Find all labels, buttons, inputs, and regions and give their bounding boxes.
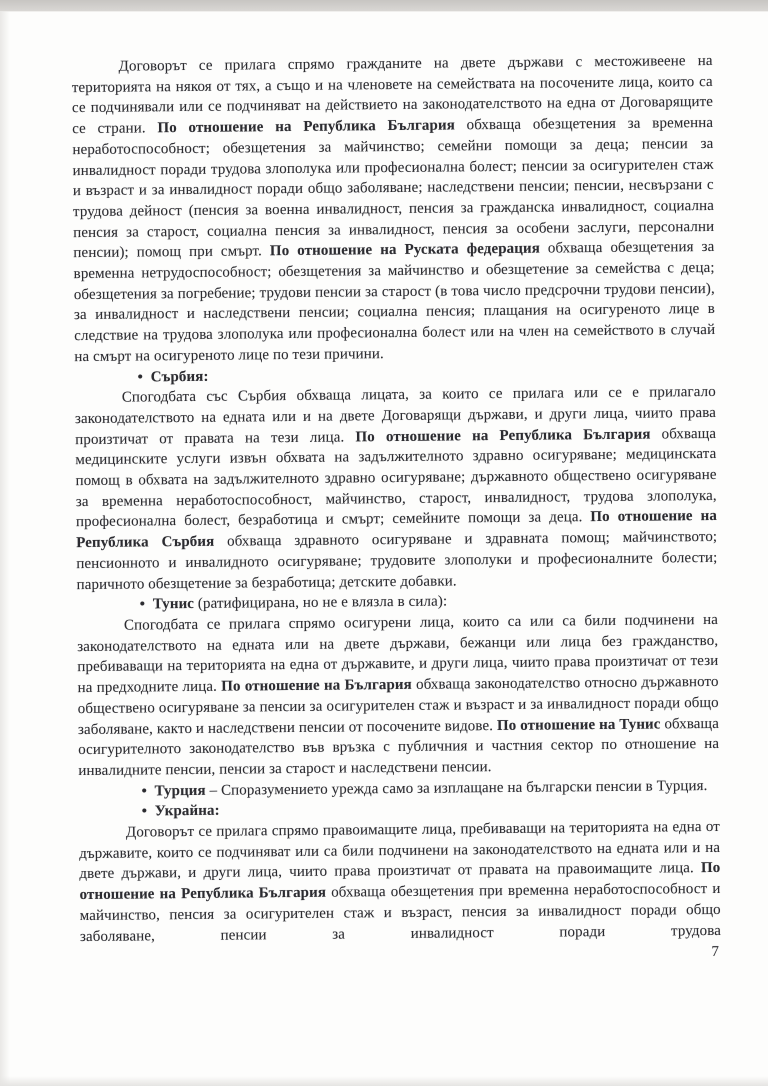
text-run: обхваща обезщетения за временна нетрудоспособност; обезщетения за майчинство и обезщетение за семейства с деца; обезщетения за погребение; трудови пенсии за старост (в това число предсрочни трудови пенсии), за инвалидност и наследствени пенсии; социална пенсия; плащания на осигуреното лице в следствие на трудова злополука или професионална болест или на член на семейството в случай на смърт на осигуреното лице по тези причини. [73, 239, 716, 365]
bold-run: Тунис [152, 596, 195, 613]
bold-run: По отношение на Руската федерация [269, 240, 540, 260]
text-run: – Споразумението урежда само за изплащане на български пенсии в Турция. [205, 777, 708, 799]
paragraph [75, 382, 718, 595]
paragraph [72, 51, 716, 368]
bold-run: По отношение на Република Сърбия [76, 508, 718, 552]
text-run: обхваща медицинските услуги извън обхвата на задължителното здравно осигуряване; медицинската помощ в обхвата на задължителното здравно осигуряване; държавното обществено осигуряване за временна неработоспособност, майчинство, старост, инвалидност, трудова злополука, професионална болест, безработица и смърт; семейните помощи за деца. [75, 425, 717, 531]
text-run: (ратифицирана, но не е влязла в сила): [193, 593, 448, 613]
scan-edge-bottom [0, 1076, 768, 1086]
bold-run: По отношение на Тунис [496, 715, 661, 734]
bold-run: По отношение на Република България [157, 117, 455, 137]
page-number: 7 [711, 944, 720, 961]
bold-run: Сърбия: [150, 368, 209, 385]
text-run: обхваща законодателство относно държавното обществено осигуряване за пенсии за осигурителен стаж и възраст и за инвалидност поради общо заболяване, както и наследствени пенсии от посочените видове. [77, 674, 719, 738]
text-run: обхваща здравното осигуряване и здравната помощ; майчинството; пенсионното и инвалидното осигуряване; трудовите злополуки и професионалните болести; паричното обезщетение за безработица; детските добавки. [76, 529, 718, 593]
text-run: Договорът се прилага спрямо правоимащите лица, пребиваващи на територията на една от държавите, които се подчиняват или са били подчинени на законодателството на едната или и на двете държави, и други лица, чиито права произтичат от правата на правоимащите лица. [79, 818, 721, 883]
paragraph [77, 610, 720, 782]
bullet-icon: • [141, 782, 155, 800]
bullet-icon: • [137, 368, 151, 386]
document-page [72, 51, 722, 969]
bold-run: Украйна: [154, 803, 220, 820]
text-run: Спогодбата се прилага спрямо осигурени лица, които са или са били подчинени на законодателството на едната или на двете държави, бежанци или лица без гражданство, пребиваващи на територията на една от държавите, и други лица, чиито права произтичат от тези на предходните лица. [77, 611, 719, 697]
scan-edge-top [0, 0, 768, 12]
text-run: обхваща обезщетения при временна неработоспособност и майчинство, пенсия за осигурителен стаж и възраст, пенсия за инвалидност поради общо заболяване, пенсии за инвалидност поради трудова [79, 881, 722, 945]
bold-run: По отношение на България [221, 676, 412, 695]
document-text [72, 51, 722, 947]
text-run: Спогодбата със Сърбия обхваща лицата, за които се прилага или се е прилагало законодателството на едната или и на двете Договарящи държави, и други лица, чиито права произтичат от правата на тези лица. [74, 384, 717, 448]
paragraph [79, 817, 721, 947]
bold-run: По отношение на Република България [79, 860, 721, 904]
text-run: обхваща осигурителното законодателство във връзка с публичния и частния сектор по отношение на инвалидните пенсии, пенсии за старост и наследствени пенсии. [78, 715, 720, 779]
bullet-icon: • [139, 596, 153, 613]
bullet-icon: • [141, 803, 155, 820]
bold-run: Турция [154, 782, 206, 799]
text-run: обхваща обезщетения за временна неработоспособност; обезщетения за майчинство; семейни помощи за деца; пенсии за инвалидност поради трудова злополука или професионална болест; пенсии за осигурителен стаж и възраст и за инвалидност поради общо заболяване; наследствени пенсии; пенсии, несвързани с трудова дейност (пенсия за военна инвалидност, пенсия за гражданска инвалидност, социална пенсия за старост, социална пенсия за инвалидност, пенсия за особени заслуги, персонални пенсии); помощ при смърт. [72, 115, 715, 262]
bold-run: По отношение на Република България [355, 426, 651, 446]
scan-edge-left [0, 11, 10, 1086]
text-run: Договорът се прилага спрямо гражданите на двете държави с местоживеене на територията на някоя от тях, а също и на членовете на семействата на посочените лица, които са се подчинявали или се подчиняват на действието на законодателството на една от Договарящите се страни. [71, 52, 714, 138]
